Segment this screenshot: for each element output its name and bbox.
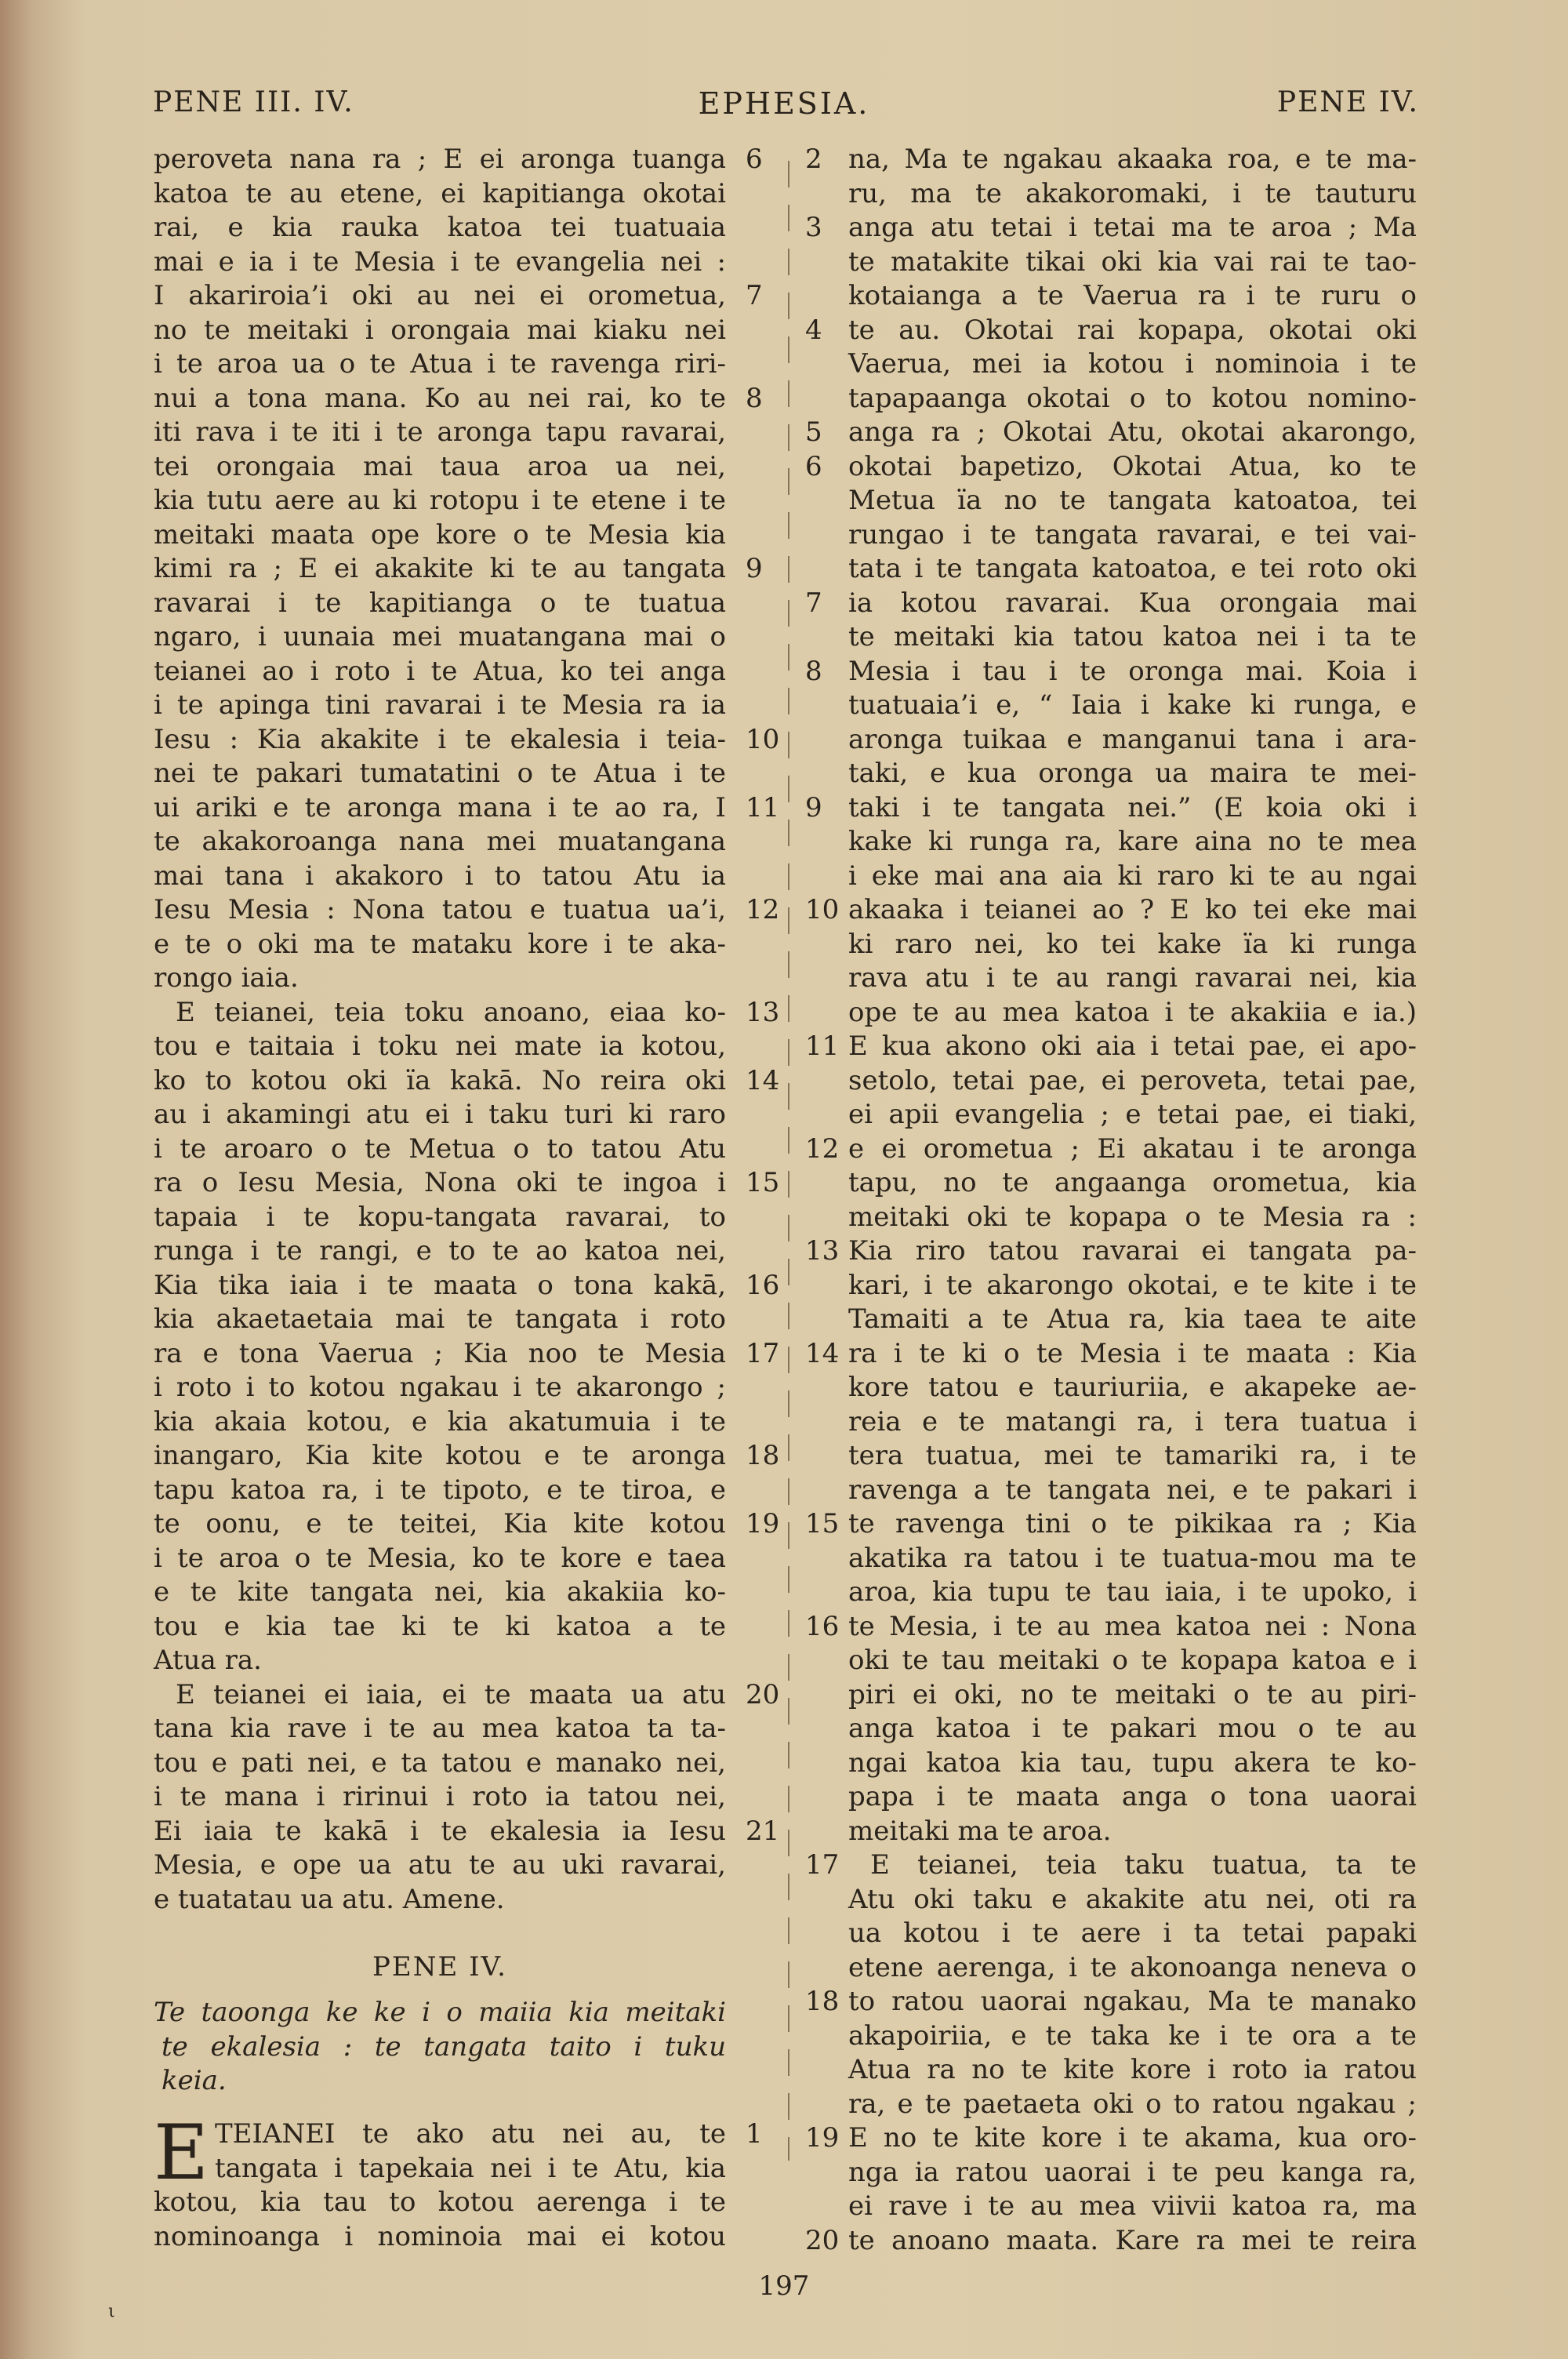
text-line xyxy=(805,1610,1417,1645)
line-text: e te o oki ma te mataku kore i te aka- xyxy=(154,928,726,960)
line-text: ngaro, i uunaia mei muatangana mai o xyxy=(154,621,726,652)
verse-number: 14 xyxy=(746,1064,780,1096)
line-text: kia tutu aere au ki rotopu i te etene i te xyxy=(154,485,726,516)
running-header-left: PENE III. IV. xyxy=(153,86,354,118)
verse-number: 18 xyxy=(746,1440,780,1471)
verse-number: 15 xyxy=(746,1167,780,1198)
line-text: Atua ra no te kite kore i roto ia ratou xyxy=(848,2054,1417,2085)
text-line xyxy=(154,1132,726,1167)
text-line xyxy=(154,1610,726,1645)
line-text: piri ei oki, no te meitaki o te au piri- xyxy=(848,1678,1417,1710)
line-text: kake ki runga ra, kare aina no te mea xyxy=(848,826,1417,857)
text-line xyxy=(154,177,726,212)
text-line xyxy=(805,1985,1417,2019)
summary-line: te ekalesia : te tangata taito i tuku xyxy=(162,2030,726,2063)
line-text: nominoanga i nominoia mai ei kotou xyxy=(154,2220,726,2252)
line-text: Kia riro tatou ravarai ei tangata pa- xyxy=(848,1235,1417,1267)
text-line xyxy=(154,552,763,587)
right-column xyxy=(805,143,1417,2258)
line-text: ope te au mea katoa i te akakiia e ia.) xyxy=(848,996,1417,1028)
text-line xyxy=(154,382,763,416)
verse-number: 7 xyxy=(746,280,763,311)
verse-number: 19 xyxy=(805,2122,840,2154)
text-line xyxy=(154,620,726,655)
text-line xyxy=(805,893,1417,928)
verse-number: 5 xyxy=(805,416,822,448)
text-line xyxy=(848,1439,1417,1474)
line-text: ra o Iesu Mesia, Nona oki te ingoa i xyxy=(154,1167,726,1198)
text-line xyxy=(154,1371,726,1405)
line-text: e tuatatau ua atu. Amene. xyxy=(154,1883,505,1915)
text-line xyxy=(848,1815,1417,1849)
text-line xyxy=(848,1917,1417,1951)
verse-number: 13 xyxy=(805,1235,840,1267)
line-text: E teianei, teia toku anoano, eiaa ko- xyxy=(176,996,726,1028)
text-line xyxy=(848,484,1417,518)
line-text: Vaerua, mei ia kotou i nominoia i te xyxy=(848,348,1417,380)
page-number: 197 xyxy=(758,2270,810,2302)
line-text: ra, e te paetaeta oki o to ratou ngakau ; xyxy=(848,2088,1417,2120)
text-line xyxy=(848,245,1417,280)
text-line xyxy=(154,1064,780,1099)
line-text: tuatuaia’i e, “ Iaia i kake ki runga, e xyxy=(848,689,1417,721)
line-text: anga katoa i te pakari mou o te au xyxy=(848,1713,1417,1744)
verse-number: 9 xyxy=(746,553,763,584)
text-line xyxy=(154,1303,726,1337)
line-text: i te aroa ua o te Atua i te ravenga riri- xyxy=(154,348,726,380)
column-divider xyxy=(788,161,789,2161)
line-text: Kia tika iaia i te maata o tona kakā, xyxy=(154,1269,726,1301)
line-text: au i akamingi atu ei i taku turi ki raro xyxy=(154,1099,726,1130)
line-text: te au. Okotai rai kopapa, okotai oki xyxy=(848,314,1417,346)
verse-number: 11 xyxy=(805,1030,840,1062)
text-line xyxy=(848,1780,1417,1815)
text-line xyxy=(154,484,726,518)
text-line xyxy=(848,2019,1417,2054)
line-text: ko to kotou oki ïa kakā. No reira oki xyxy=(154,1064,726,1096)
text-line xyxy=(848,825,1417,860)
line-text: reia e te matangi ra, i tera tuatua i xyxy=(848,1405,1417,1438)
line-text: i eke mai ana aia ki raro ki te au ngai xyxy=(848,860,1417,892)
line-text: akatika ra tatou i te tuatua-mou ma te xyxy=(848,1542,1417,1574)
text-line xyxy=(154,279,763,314)
text-line xyxy=(805,587,1417,621)
line-text: i roto i to kotou ngakau i te akarongo ; xyxy=(154,1372,726,1403)
verse-number: 19 xyxy=(746,1508,780,1539)
line-text: te oonu, e te teitei, Kia kite kotou xyxy=(154,1508,726,1539)
text-line xyxy=(848,1371,1417,1405)
verse-number: 20 xyxy=(746,1678,780,1710)
text-line xyxy=(848,347,1417,382)
line-text: anga ra ; Okotai Atu, okotai akarongo, xyxy=(848,416,1417,448)
text-line xyxy=(154,2220,726,2255)
text-line xyxy=(805,1337,1417,1372)
line-text: i te mana i ririnui i roto ia tatou nei, xyxy=(154,1781,726,1812)
verse-number: 18 xyxy=(805,1986,840,2017)
line-text: te matakite tikai oki kia vai rai te tao- xyxy=(848,245,1417,278)
text-line xyxy=(848,2088,1417,2122)
text-line xyxy=(154,347,726,382)
line-text: aroa, kia tupu te tau iaia, i te upoko, i xyxy=(848,1576,1417,1608)
text-line xyxy=(154,1269,780,1303)
text-line xyxy=(154,143,763,177)
text-line xyxy=(154,1678,780,1713)
text-line xyxy=(154,723,780,758)
line-text: ua kotou i te aere i ta tetai papaki xyxy=(848,1917,1417,1949)
line-text: ei rave i te au mea viivii katoa ra, ma xyxy=(848,2190,1417,2222)
text-line xyxy=(805,2121,1417,2156)
line-text: kari, i te akarongo okotai, e te kite i te xyxy=(848,1269,1417,1301)
line-text: nei te pakari tumatatini o te Atua i te xyxy=(154,758,726,789)
text-line xyxy=(805,1030,1417,1064)
text-line xyxy=(848,1644,1417,1678)
text-line xyxy=(848,2190,1417,2224)
line-text: teianei ao i roto i te Atua, ko tei anga xyxy=(154,655,726,687)
line-text: Atu oki taku e akakite atu nei, oti ra xyxy=(848,1883,1417,1915)
text-line xyxy=(848,1678,1417,1713)
verse-number: 9 xyxy=(805,791,822,823)
line-text: Atua ra. xyxy=(154,1645,262,1676)
text-line xyxy=(154,1507,780,1542)
line-text: ia kotou ravarai. Kua orongaia mai xyxy=(848,587,1417,619)
line-text: akapoiriia, e te taka ke i te ora a te xyxy=(848,2019,1417,2052)
verse-number: 20 xyxy=(805,2224,840,2256)
text-line xyxy=(848,689,1417,723)
text-line xyxy=(848,382,1417,416)
line-text: i te aroa o te Mesia, ko te kore e taea xyxy=(154,1542,726,1574)
verse-number: 11 xyxy=(746,791,780,823)
line-text: etene aerenga, i te akonoanga neneva o xyxy=(848,1951,1417,1983)
text-line xyxy=(848,1951,1417,1986)
line-text: tata i te tangata katoatoa, e tei roto oki xyxy=(848,553,1417,584)
text-line xyxy=(154,587,726,621)
text-line xyxy=(848,620,1417,655)
line-text: te Mesia, i te au mea katoa nei : Nona xyxy=(848,1610,1417,1642)
line-text: rava atu i te au rangi ravarai nei, kia xyxy=(848,962,1417,994)
text-line xyxy=(848,1712,1417,1747)
line-text: ra e tona Vaerua ; Kia noo te Mesia xyxy=(154,1337,726,1369)
text-line xyxy=(154,757,726,791)
verse-number: 7 xyxy=(805,587,822,619)
line-text: tapu, no te angaanga orometua, kia xyxy=(848,1167,1417,1198)
text-line xyxy=(154,518,726,553)
verse-number: 13 xyxy=(746,996,780,1028)
line-text: te meitaki kia tatou katoa nei i ta te xyxy=(848,621,1417,652)
text-line xyxy=(805,2224,1417,2259)
text-line xyxy=(848,860,1417,894)
text-line xyxy=(805,143,1417,177)
verse-number: 14 xyxy=(805,1337,840,1369)
line-text: mai e ia i te Mesia i te evangelia nei : xyxy=(154,245,726,278)
line-text: te anoano maata. Kare ra mei te reira xyxy=(848,2224,1417,2256)
text-line xyxy=(805,1848,1417,1883)
line-text: rai, e kia rauka katoa tei tuatuaia xyxy=(154,212,726,243)
chapter-text xyxy=(154,2109,763,2254)
line-text: i te apinga tini ravarai i te Mesia ra ia xyxy=(154,689,726,721)
text-line xyxy=(848,961,1417,996)
line-text: runga i te rangi, e to te ao katoa nei, xyxy=(154,1235,726,1267)
line-text: meitaki maata ope kore o te Mesia kia xyxy=(154,518,726,551)
text-line xyxy=(154,1474,726,1508)
text-line xyxy=(848,996,1417,1030)
text-line xyxy=(154,450,726,485)
line-text: i te aroaro o te Metua o to tatou Atu xyxy=(154,1132,726,1165)
line-text: Mesia, e ope ua atu te au uki ravarai, xyxy=(154,1849,726,1881)
text-line xyxy=(848,928,1417,962)
text-line xyxy=(154,689,726,723)
text-line xyxy=(848,1883,1417,1917)
text-line xyxy=(805,655,1417,689)
text-line xyxy=(848,1098,1417,1132)
text-line xyxy=(805,1234,1417,1269)
line-text: ru, ma te akakoromaki, i te tauturu xyxy=(848,177,1417,209)
text-line xyxy=(154,1030,726,1064)
text-line xyxy=(848,1542,1417,1576)
line-text: meitaki ma te aroa. xyxy=(848,1815,1112,1847)
line-text: mai tana i akakoro i to tatou Atu ia xyxy=(154,860,726,892)
verse-number: 16 xyxy=(805,1610,840,1642)
line-text: Mesia i tau i te oronga mai. Koia i xyxy=(848,655,1417,687)
line-text: E no te kite kore i te akama, kua oro- xyxy=(848,2122,1417,2154)
line-text: kimi ra ; E ei akakite ki te au tangata xyxy=(154,553,726,584)
text-line xyxy=(154,314,726,348)
text-line xyxy=(154,245,726,280)
text-line xyxy=(848,2156,1417,2190)
line-text: nga ia ratou uaorai i te peu kanga ra, xyxy=(848,2156,1417,2188)
line-text: E teianei ei iaia, ei te maata ua atu xyxy=(176,1678,726,1710)
text-line xyxy=(154,2186,726,2220)
line-text: tapapaanga okotai o to kotou nomino- xyxy=(848,382,1417,414)
verse-number: 12 xyxy=(805,1132,840,1165)
text-line xyxy=(154,791,780,826)
verse-number: 15 xyxy=(805,1508,840,1539)
verse-number: 6 xyxy=(805,450,822,482)
text-line xyxy=(154,1166,780,1201)
text-line xyxy=(154,1576,726,1610)
line-text: setolo, tetai pae, ei peroveta, tetai pae, xyxy=(848,1064,1417,1096)
text-line xyxy=(848,1269,1417,1303)
line-text: TEIANEI te ako atu nei au, te xyxy=(215,2118,726,2150)
line-text: e te kite tangata nei, kia akakiia ko- xyxy=(154,1576,726,1608)
line-text: kotou, kia tau to kotou aerenga i te xyxy=(154,2186,726,2218)
verse-number: 10 xyxy=(746,723,780,755)
text-line xyxy=(154,655,726,689)
text-line xyxy=(848,757,1417,791)
line-text: aronga tuikaa e manganui tana i ara- xyxy=(848,723,1417,755)
line-text: ravenga a te tangata nei, e te pakari i xyxy=(848,1474,1417,1506)
line-text: Metua ïa no te tangata katoatoa, tei xyxy=(848,485,1417,516)
verse-number: 10 xyxy=(805,894,840,925)
running-header-right: PENE IV. xyxy=(1276,86,1419,118)
line-text: e ei orometua ; Ei akatau i te aronga xyxy=(848,1132,1417,1165)
text-line xyxy=(154,1201,726,1235)
line-text: te ravenga tini o te pikikaa ra ; Kia xyxy=(848,1508,1417,1539)
text-line xyxy=(848,552,1417,587)
line-text: oki te tau meitaki o te kopapa katoa e i xyxy=(848,1645,1417,1676)
text-line xyxy=(848,1474,1417,1508)
summary-line: keia. xyxy=(162,2065,227,2096)
text-line xyxy=(154,893,780,928)
text-line xyxy=(848,2053,1417,2088)
text-line xyxy=(848,1064,1417,1099)
text-line xyxy=(805,416,1417,450)
line-text: Iesu Mesia : Nona tatou e tuatua ua’i, xyxy=(154,894,726,925)
text-line xyxy=(154,2152,726,2186)
text-line xyxy=(154,961,726,996)
line-text: meitaki oki te kopapa o te Mesia ra : xyxy=(848,1201,1417,1233)
verse-number: 6 xyxy=(746,144,763,175)
line-text: na, Ma te ngakau akaaka roa, e te ma- xyxy=(848,144,1417,175)
text-line xyxy=(154,996,780,1030)
text-line xyxy=(154,1848,726,1883)
line-text: E kua akono oki aia i tetai pae, ei apo- xyxy=(848,1030,1417,1062)
text-line xyxy=(154,1747,726,1781)
text-line xyxy=(154,416,726,450)
verse-number: 8 xyxy=(746,382,763,414)
text-line xyxy=(805,314,1417,348)
line-text: taki i te tangata nei.” (E koia oki i xyxy=(848,791,1417,823)
text-line xyxy=(154,211,726,245)
line-text: Ei iaia te kakā i te ekalesia ia Iesu xyxy=(154,1815,726,1847)
line-text: no te meitaki i orongaia mai kiaku nei xyxy=(154,314,726,346)
text-line xyxy=(848,279,1417,314)
line-text: ki raro nei, ko tei kake ïa ki runga xyxy=(848,928,1417,960)
summary-line: Te taoonga ke ke i o maiia kia meitaki xyxy=(154,1997,726,2028)
line-text: tangata i tapekaia nei i te Atu, kia xyxy=(215,2152,726,2184)
text-line xyxy=(154,1439,780,1474)
line-text: okotai bapetizo, Okotai Atua, ko te xyxy=(848,450,1417,482)
line-text: nui a tona mana. Ko au nei rai, ko te xyxy=(154,382,726,414)
line-text: tera tuatua, mei te tamariki ra, i te xyxy=(848,1440,1417,1471)
verse-number: 2 xyxy=(805,144,822,175)
line-text: tana kia rave i te au mea katoa ta ta- xyxy=(154,1713,726,1744)
text-line xyxy=(848,1166,1417,1201)
line-text: peroveta nana ra ; E ei aronga tuanga xyxy=(154,144,726,175)
line-text: iti rava i te iti i te aronga tapu ravarai, xyxy=(154,416,726,448)
text-line xyxy=(848,518,1417,553)
running-header-title: EPHESIA. xyxy=(698,86,870,121)
text-line xyxy=(154,825,726,860)
verse-number: 1 xyxy=(746,2118,763,2150)
chapter-heading: PENE IV. xyxy=(372,1951,507,1983)
line-text: tapu katoa ra, i te tipoto, e te tiroa, e xyxy=(154,1474,726,1506)
line-text: papa i te maata anga o tona uaorai xyxy=(848,1781,1417,1812)
line-text: kia akaia kotou, e kia akatumuia i te xyxy=(154,1405,726,1438)
line-text: akaaka i teianei ao ? E ko tei eke mai xyxy=(848,894,1417,925)
line-text: tapaia i te kopu-tangata ravarai, to xyxy=(154,1201,726,1233)
text-line xyxy=(154,1815,780,1849)
text-line xyxy=(154,1337,780,1372)
verse-number: 12 xyxy=(746,894,780,925)
margin-mark: ι xyxy=(108,2302,115,2321)
text-line xyxy=(154,1883,726,1917)
line-text: kia akaetaetaia mai te tangata i roto xyxy=(154,1303,726,1335)
line-text: katoa te au etene, ei kapitianga okotai xyxy=(154,177,726,209)
line-text: anga atu tetai i tetai ma te aroa ; Ma xyxy=(848,212,1417,243)
text-line xyxy=(154,1234,726,1269)
text-line xyxy=(154,1712,726,1747)
line-text: ravarai i te kapitianga o te tuatua xyxy=(154,587,726,619)
text-line xyxy=(848,1201,1417,1235)
line-text: inangaro, Kia kite kotou e te aronga xyxy=(154,1440,726,1471)
line-text: E teianei, teia taku tuatua, ta te xyxy=(870,1849,1417,1881)
line-text: ui ariki e te aronga mana i te ao ra, I xyxy=(154,791,726,823)
line-text: tei orongaia mai taua aroa ua nei, xyxy=(154,450,726,482)
line-text: kotaianga a te Vaerua ra i te ruru o xyxy=(848,280,1417,311)
line-text: tou e taitaia i toku nei mate ia kotou, xyxy=(154,1030,726,1062)
text-line xyxy=(154,1644,726,1678)
text-line xyxy=(805,211,1417,245)
line-text: te akakoroanga nana mei muatangana xyxy=(154,826,726,857)
verse-number: 4 xyxy=(805,314,822,346)
text-line xyxy=(805,1132,1417,1167)
line-text: I akariroia’i oki au nei ei orometua, xyxy=(154,280,726,311)
line-text: rungao i te tangata ravarai, e tei vai- xyxy=(848,518,1417,551)
text-line xyxy=(848,1747,1417,1781)
line-text: tou e pati nei, e ta tatou e manako nei, xyxy=(154,1747,726,1779)
text-line xyxy=(805,1507,1417,1542)
text-line xyxy=(154,1098,726,1132)
line-text: rongo iaia. xyxy=(154,962,299,994)
line-text: ra i te ki o te Mesia i te maata : Kia xyxy=(848,1337,1417,1369)
line-text: tou e kia tae ki te ki katoa a te xyxy=(154,1610,726,1642)
left-column xyxy=(154,143,780,1917)
verse-number: 17 xyxy=(805,1849,840,1881)
text-line xyxy=(154,928,726,962)
line-text: ei apii evangelia ; e tetai pae, ei tiaki, xyxy=(848,1099,1417,1130)
text-line xyxy=(154,2117,763,2152)
text-line xyxy=(154,860,726,894)
text-line xyxy=(848,1303,1417,1337)
drop-cap: E xyxy=(154,2109,209,2197)
verse-number: 8 xyxy=(805,655,822,687)
text-line xyxy=(848,1576,1417,1610)
text-line xyxy=(805,791,1417,826)
text-line xyxy=(154,1542,726,1576)
chapter-summary xyxy=(154,1996,726,2099)
text-line xyxy=(848,177,1417,212)
text-line xyxy=(848,1405,1417,1440)
line-text: ngai katoa kia tau, tupu akera te ko- xyxy=(848,1747,1417,1779)
line-text: taki, e kua oronga ua maira te mei- xyxy=(848,758,1417,789)
line-text: to ratou uaorai ngakau, Ma te manako xyxy=(848,1986,1417,2017)
verse-number: 21 xyxy=(746,1815,780,1847)
text-line xyxy=(805,450,1417,485)
text-line xyxy=(154,1405,726,1440)
line-text: Iesu : Kia akakite i te ekalesia i teia- xyxy=(154,723,726,755)
verse-number: 16 xyxy=(746,1269,780,1301)
verse-number: 3 xyxy=(805,212,822,243)
line-text: kore tatou e tauriuriia, e akapeke ae- xyxy=(848,1372,1417,1403)
text-line xyxy=(848,723,1417,758)
verse-number: 17 xyxy=(746,1337,780,1369)
line-text: Tamaiti a te Atua ra, kia taea te aite xyxy=(848,1303,1417,1335)
text-line xyxy=(154,1780,726,1815)
